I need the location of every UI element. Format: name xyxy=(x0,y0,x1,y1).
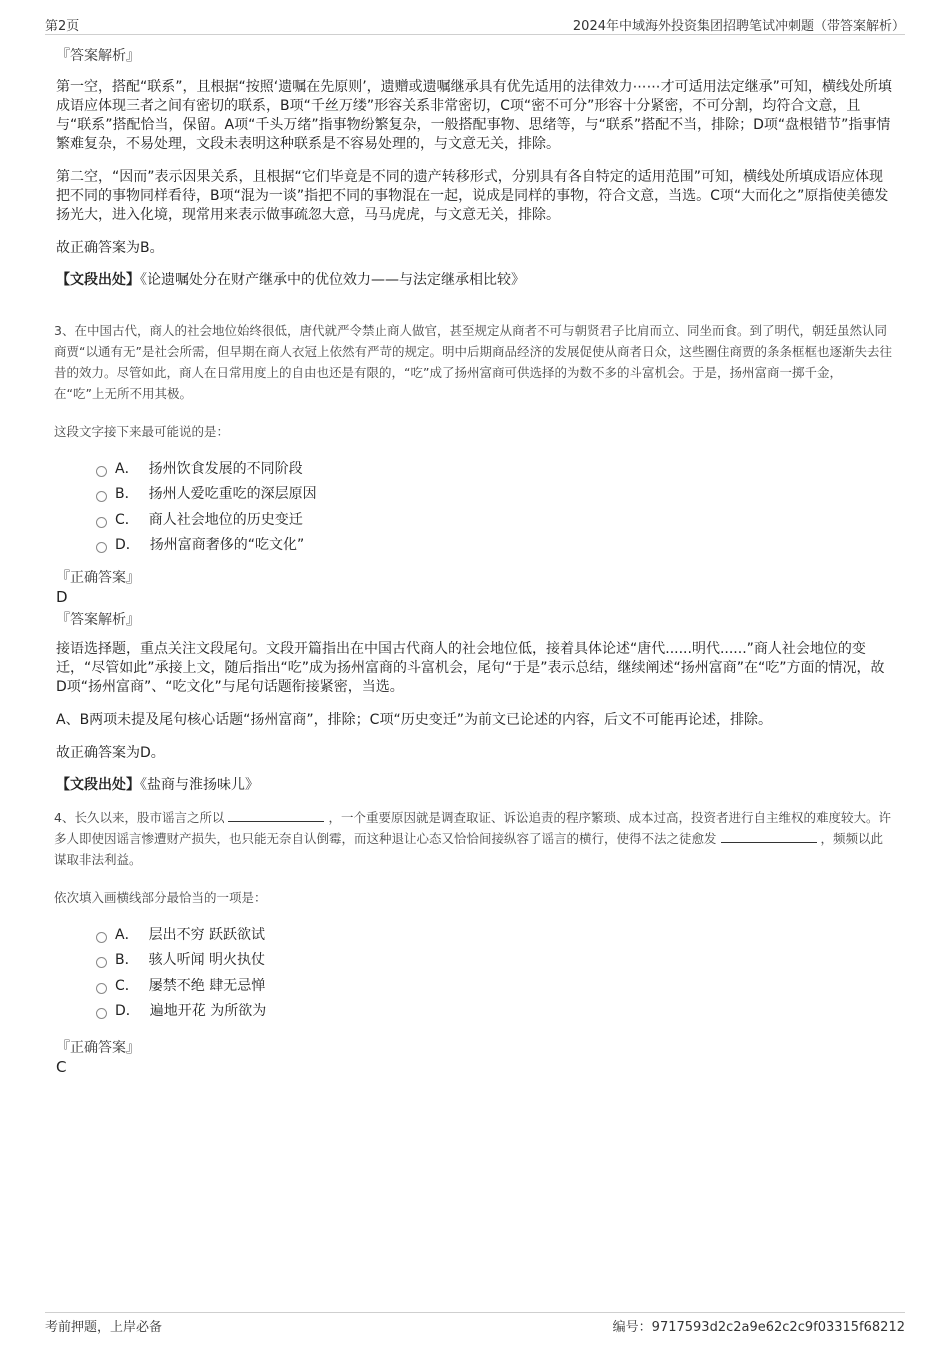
option-text: 屡禁不绝 肆无忌惮 xyxy=(148,977,266,994)
option-key: A． xyxy=(115,926,139,943)
radio-icon[interactable] xyxy=(96,466,107,477)
option-key: A． xyxy=(115,460,139,477)
q2-analysis-para-2: 第二空，“因而”表示因果关系，且根据“它们毕竟是不同的遗产转移形式，分别具有各自特定的适用范围”可知，横线处所填成语应体现把不同的事物同样看待，B项“混为一谈”指把不同的事物混在一起，说成是同样的事物，符合文意，当选。C项“大而化之”原指使美德发扬光大，进入化境，现常用来表示做事疏忽大意，马马虎虎，与文意无关，排除。 xyxy=(56,169,889,223)
radio-icon[interactable] xyxy=(96,932,107,943)
q4-text-part-3: ，频频以此谋取非法利益。 xyxy=(54,831,884,867)
q3-option-a[interactable] xyxy=(96,456,892,482)
option-key: B． xyxy=(115,486,139,503)
radio-icon[interactable] xyxy=(96,957,107,968)
option-key: C． xyxy=(115,977,139,994)
radio-icon[interactable] xyxy=(96,491,107,502)
q3-option-b[interactable] xyxy=(96,482,892,508)
option-text: 扬州富商奢侈的“吃文化” xyxy=(149,537,305,554)
q2-source xyxy=(56,270,892,290)
q3-analysis-label: 『答案解析』 xyxy=(56,612,140,628)
q2-analysis-label: 『答案解析』 xyxy=(56,48,140,64)
page-header xyxy=(45,14,905,35)
page-number: 第2页 xyxy=(45,19,80,34)
option-key: B． xyxy=(115,952,139,969)
option-text: 扬州饮食发展的不同阶段 xyxy=(148,460,303,477)
radio-icon[interactable] xyxy=(96,1008,107,1019)
q3-analysis-para-2: A、B两项未提及尾句核心话题“扬州富商”，排除；C项“历史变迁”为前文已论述的内容，后文不可能再论述，排除。 xyxy=(56,712,772,728)
option-key: C． xyxy=(115,511,139,528)
q3-option-c[interactable] xyxy=(96,507,892,533)
option-text: 骇人听闻 明火执仗 xyxy=(148,952,266,969)
option-key: D． xyxy=(115,1003,140,1020)
page-footer xyxy=(45,1312,905,1335)
q2-analysis-para-3: 故正确答案为B。 xyxy=(56,240,164,256)
q3-source-tag: 【文段出处】 xyxy=(56,777,140,793)
q3-analysis-para-1: 接语选择题，重点关注文段尾句。文段开篇指出在中国古代商人的社会地位低，接着具体论述“唐代......明代......”商人社会地位的变迁，“尽管如此”承接上文，随后指出“吃”成为扬州富商的斗富机会，尾句“于是”表示总结，继续阐述“扬州富商”在“吃”方面的情况，故D项“扬州富商”、“吃文化”与尾句话题衔接紧密，当选。 xyxy=(56,641,885,695)
q4-answer-label: 『正确答案』 xyxy=(56,1040,140,1056)
q4-option-d[interactable] xyxy=(96,999,892,1025)
q3-answer: D xyxy=(56,588,68,606)
q2-source-tag: 【文段出处】 xyxy=(56,272,140,288)
q3-prompt: 这段文字接下来最可能说的是： xyxy=(54,424,230,439)
document-title: 2024年中域海外投资集团招聘笔试冲刺题（带答案解析） xyxy=(572,19,905,34)
option-text: 层出不穷 跃跃欲试 xyxy=(148,926,266,943)
fill-blank-1 xyxy=(228,808,324,822)
q4-text-part-2: ，一个重要原因就是调查取证、诉讼追责的程序繁琐、成本过高，投资者进行自主维权的难度较大。许多人即使因谣言惨遭财产损失，也只能无奈自认倒霉，而这种退让心态又恰恰间接纵容了谣言的横行，使得不法之徒愈发 xyxy=(54,810,891,846)
radio-icon[interactable] xyxy=(96,517,107,528)
page-content xyxy=(56,46,892,1080)
option-text: 遍地开花 为所欲为 xyxy=(149,1003,267,1020)
q3-source xyxy=(56,775,892,795)
option-text: 扬州人爱吃重吃的深层原因 xyxy=(148,486,317,503)
q3-analysis-para-3: 故正确答案为D。 xyxy=(56,745,165,761)
q3-answer-label: 『正确答案』 xyxy=(56,570,140,586)
q4-option-b[interactable] xyxy=(96,948,892,974)
footer-slogan: 考前押题，上岸必备 xyxy=(45,1320,163,1335)
q3-source-title: 《盐商与淮扬味儿》 xyxy=(140,777,259,793)
q4-prompt: 依次填入画横线部分最恰当的一项是： xyxy=(54,890,267,905)
q4-options xyxy=(96,922,892,1024)
q3-options xyxy=(96,456,892,558)
q2-source-title: 《论遗嘱处分在财产继承中的优位效力——与法定继承相比较》 xyxy=(140,272,525,288)
q3-option-d[interactable] xyxy=(96,533,892,559)
radio-icon[interactable] xyxy=(96,542,107,553)
option-key: D． xyxy=(115,537,140,554)
radio-icon[interactable] xyxy=(96,983,107,994)
q4-option-a[interactable] xyxy=(96,922,892,948)
q4-question-text xyxy=(54,807,892,870)
option-text: 商人社会地位的历史变迁 xyxy=(148,511,303,528)
fill-blank-2 xyxy=(721,829,817,843)
q4-option-c[interactable] xyxy=(96,973,892,999)
footer-serial-number: 编号：9717593d2c2a9e62c2c9f03315f68212 xyxy=(612,1320,905,1335)
q2-analysis-para-1: 第一空，搭配“联系”，且根据“按照‘遗嘱在先原则’，遗赠或遗嘱继承具有优先适用的法律效力⋯⋯才可适用法定继承”可知，横线处所填成语应体现三者之间有密切的联系，B项“千丝万缕”形容关系非常密切，C项“密不可分”形容十分紧密，不可分割，均符合文意，且与“联系”搭配恰当，保留。A项“千头万绪”指事物纷繁复杂，一般搭配事物、思绪等，与“联系”搭配不当，排除；D项“盘根错节”指事情繁难复杂，不易处理，文段未表明这种联系是不容易处理的，与文意无关，排除。 xyxy=(56,79,892,152)
q4-answer: C xyxy=(56,1058,67,1076)
q4-text-part-1: 4、长久以来，股市谣言之所以 xyxy=(54,810,225,825)
q3-question-text: 3、在中国古代，商人的社会地位始终很低，唐代就严令禁止商人做官，甚至规定从商者不可与朝贤君子比肩而立、同坐而食。到了明代，朝廷虽然认同商贾“以通有无”是社会所需，但早期在商人衣冠上依然有严苛的规定。明中后期商品经济的发展促使从商者日众，这些圈住商贾的条条框框也逐渐失去往昔的效力。尽管如此，商人在日常用度上的自由也还是有限的，“吃”成了扬州富商可供选择的为数不多的斗富机会。于是，扬州富商一掷千金，在“吃”上无所不用其极。 xyxy=(54,323,892,401)
